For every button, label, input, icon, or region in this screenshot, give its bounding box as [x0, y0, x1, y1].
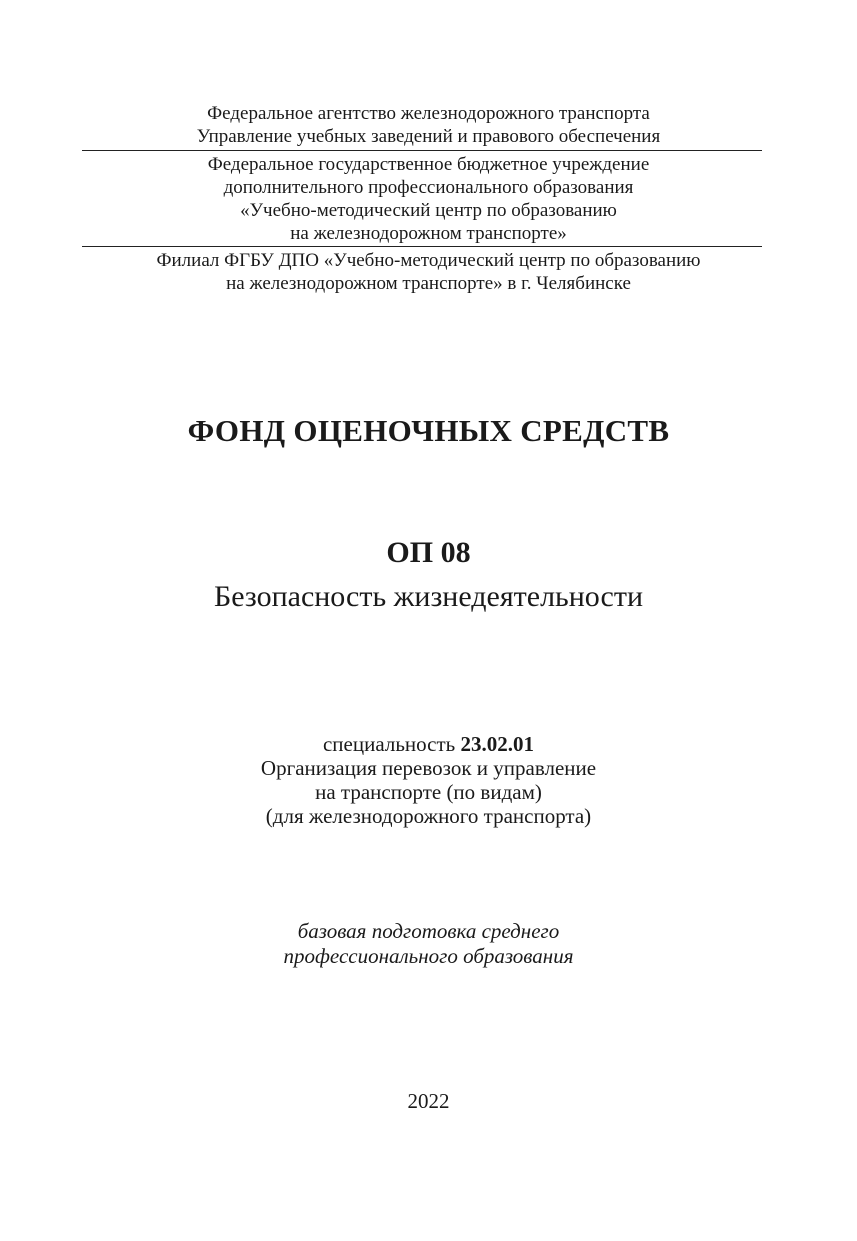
level-line-1: базовая подготовка среднего — [297, 919, 560, 943]
specialty-block — [0, 732, 857, 828]
document-title: ФОНД ОЦЕНОЧНЫХ СРЕДСТВ — [187, 413, 670, 448]
specialty-heading — [0, 732, 857, 756]
discipline-code: ОП 08 — [386, 536, 471, 569]
agency-block — [0, 102, 857, 148]
specialty-code: 23.02.01 — [460, 732, 534, 756]
institution-line-1: Федеральное государственное бюджетное учреждение — [207, 154, 650, 175]
institution-line-4: на железнодорожном транспорте» — [290, 223, 567, 244]
specialty-line-1: Организация перевозок и управление — [260, 756, 597, 780]
level-line-2: профессионального образования — [283, 944, 574, 968]
specialty-line-3: (для железнодорожного транспорта) — [265, 804, 592, 828]
branch-line-2: на железнодорожном транспорте» в г. Челябинске — [226, 273, 631, 294]
agency-line-1: Федеральное агентство железнодорожного транспорта — [207, 103, 650, 124]
discipline-name: Безопасность жизнедеятельности — [213, 580, 644, 613]
institution-line-2: дополнительного профессионального образования — [223, 177, 634, 198]
publication-year: 2022 — [407, 1089, 450, 1113]
institution-block — [0, 153, 857, 245]
specialty-label: специальность — [322, 732, 456, 756]
header-divider-1 — [82, 150, 762, 151]
specialty-line-2: на транспорте (по видам) — [315, 780, 542, 804]
branch-line-1: Филиал ФГБУ ДПО «Учебно-методический центр по образованию — [156, 250, 701, 271]
header-divider-2 — [82, 246, 762, 247]
institution-line-3: «Учебно-методический центр по образованию — [240, 200, 617, 221]
level-block — [0, 919, 857, 969]
branch-block — [0, 249, 857, 295]
agency-line-2: Управление учебных заведений и правового обеспечения — [196, 126, 661, 147]
